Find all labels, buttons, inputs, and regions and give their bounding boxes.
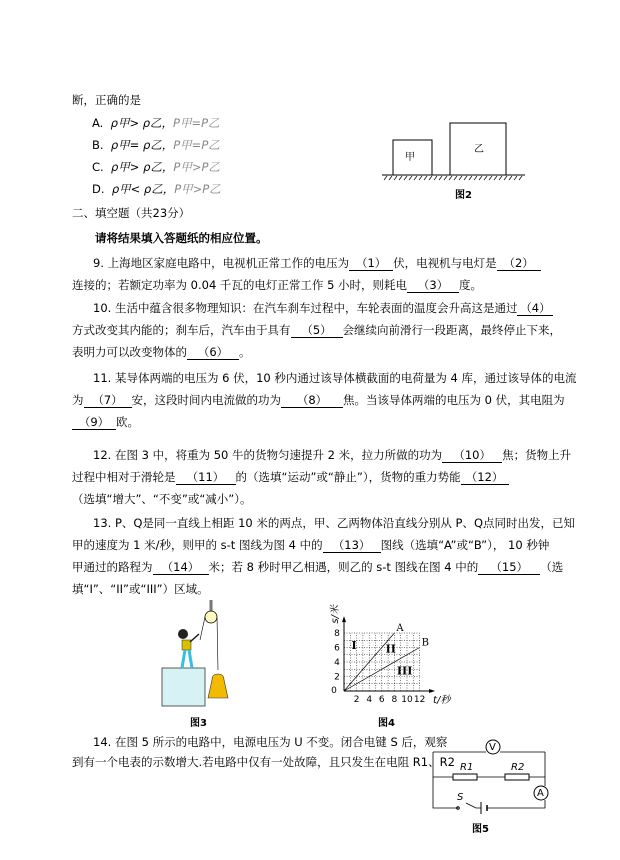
answer-blank: （5） bbox=[291, 323, 343, 338]
question-text: 焦。当该导体两端的电压为 0 伏，其电阻为 bbox=[343, 393, 565, 407]
y-tick-label: 2 bbox=[334, 672, 340, 683]
q8-stem-end: 断，正确的是 bbox=[72, 93, 141, 107]
r2-label: R2 bbox=[511, 762, 525, 773]
question-text: 甲通过的路程为 bbox=[72, 560, 153, 574]
question-text: 会继续向前滑行一段距离，最终停止下来， bbox=[342, 323, 561, 337]
x-tick-label: 0 bbox=[331, 686, 337, 696]
option-density: ρ甲> ρ乙， bbox=[111, 160, 174, 174]
voltmeter-label: V bbox=[489, 742, 496, 753]
option-letter: C. bbox=[92, 160, 104, 174]
question-text: 13. P、Q是同一直线上相距 10 米的两点，甲、乙两物体沿直线分别从 P、Q点同时出发，已知 bbox=[93, 516, 576, 530]
block-jia-label: 甲 bbox=[405, 152, 415, 163]
section-instruction: 请将结果填入答题纸的相应位置。 bbox=[95, 231, 268, 245]
figure-2-caption: 图2 bbox=[455, 190, 472, 201]
x-tick-label: 6 bbox=[378, 695, 385, 705]
y-axis-label: s/米 bbox=[330, 604, 341, 624]
series-label-b: B bbox=[421, 637, 429, 649]
answer-blank: （10） bbox=[442, 448, 502, 463]
figure-3-caption: 图3 bbox=[190, 718, 207, 729]
question-text: 焦；货物上升 bbox=[502, 448, 572, 462]
switch-label: S bbox=[457, 792, 464, 803]
region-label: II bbox=[385, 642, 396, 656]
section-title: 二、填空题（共23分） bbox=[72, 206, 191, 220]
x-tick-label: 8 bbox=[391, 695, 398, 705]
question-text: 安，这段时间内电流做的功为 bbox=[131, 393, 281, 407]
answer-blank: （15） bbox=[478, 560, 540, 575]
question-text: 米；若 8 秒时甲乙相遇，则乙的 s-t 图线在图 4 中的 bbox=[208, 560, 479, 574]
question-text: 14. 在图 5 所示的电路中，电源电压为 U 不变。闭合电键 S 后，观察 bbox=[93, 735, 448, 749]
question-text: 为 bbox=[72, 393, 84, 407]
series-label-a: A bbox=[396, 623, 404, 634]
answer-blank: （2） bbox=[497, 256, 541, 271]
option-density: ρ甲< ρ乙， bbox=[111, 182, 175, 196]
question-text: 甲的速度为 1 米/秒，则甲的 s-t 图线为图 4 中的 bbox=[72, 538, 323, 552]
option-pressure: P甲=P乙 bbox=[173, 138, 220, 152]
question-text: 度。 bbox=[459, 278, 483, 292]
x-axis-label: t/秒 bbox=[433, 695, 451, 706]
option-density: ρ甲> ρ乙， bbox=[110, 116, 174, 130]
answer-blank: （13） bbox=[323, 538, 381, 553]
answer-blank: （6） bbox=[187, 345, 239, 360]
figure-5-caption: 图5 bbox=[472, 824, 489, 835]
option-density: ρ甲= ρ乙， bbox=[110, 138, 174, 152]
question-text: 方式改变其内能的；刹车后，汽车由于具有 bbox=[72, 323, 291, 337]
figure-4-caption: 图4 bbox=[378, 718, 395, 729]
question-text: 9. 上海地区家庭电路中，电视机正常工作的电压为 bbox=[93, 256, 350, 270]
block-yi-label: 乙 bbox=[474, 144, 484, 155]
question-text: 过程中相对于滑轮是 bbox=[72, 470, 176, 484]
ammeter-label: A bbox=[537, 788, 544, 799]
question-text: 12. 在图 3 中，将重为 50 牛的货物匀速提升 2 米，拉力所做的功为 bbox=[93, 448, 443, 462]
question-text: （选 bbox=[540, 560, 564, 574]
option-letter: D. bbox=[92, 182, 105, 196]
question-text: （选填“增大”、“不变”或“减小”）。 bbox=[72, 492, 252, 506]
answer-blank: （12） bbox=[461, 470, 509, 485]
question-text: 伏，电视机与电灯是 bbox=[393, 256, 497, 270]
option-letter: B. bbox=[92, 138, 104, 152]
x-tick-label: 2 bbox=[353, 695, 360, 705]
answer-blank: （7） bbox=[84, 393, 132, 408]
question-text: 。 bbox=[239, 345, 251, 359]
option-pressure: P甲>P乙 bbox=[173, 160, 220, 174]
region-label: III bbox=[396, 664, 413, 678]
option-pressure: P甲>P乙 bbox=[174, 182, 221, 196]
question-text: 表明力可以改变物体的 bbox=[72, 345, 187, 359]
x-tick-label: 12 bbox=[413, 695, 426, 705]
question-text: 连接的；若额定功率为 0.04 千瓦的电灯正常工作 5 小时，则耗电 bbox=[72, 278, 408, 292]
x-tick-label: 4 bbox=[366, 695, 373, 705]
question-text: 10. 生活中蕴含很多物理知识：在汽车刹车过程中，车轮表面的温度会升高这是通过 bbox=[93, 301, 518, 315]
answer-blank: （4） bbox=[517, 301, 553, 316]
answer-blank: （9） bbox=[72, 415, 116, 430]
answer-blank: （1） bbox=[349, 256, 393, 271]
answer-blank: （3） bbox=[407, 278, 459, 293]
question-text: 11. 某导体两端的电压为 6 伏，10 秒内通过该导体横截面的电荷量为 4 库，通过该导体的电流 bbox=[93, 371, 577, 385]
y-tick-label: 6 bbox=[334, 643, 340, 654]
x-tick-label: 10 bbox=[401, 695, 413, 705]
option-pressure: P甲=P乙 bbox=[173, 116, 220, 130]
answer-blank: （11） bbox=[176, 470, 236, 485]
question-text: 的（选填“运动”或“静止”），货物的重力势能 bbox=[235, 470, 461, 484]
question-text: 欧。 bbox=[116, 415, 139, 429]
region-label: I bbox=[351, 638, 357, 652]
answer-blank: （8） bbox=[281, 393, 343, 408]
y-tick-label: 4 bbox=[334, 658, 340, 668]
y-tick-label: 8 bbox=[334, 629, 340, 639]
question-text: 填“I”、“II”或“III”）区域。 bbox=[72, 582, 209, 596]
r1-label: R1 bbox=[460, 762, 474, 773]
option-letter: A. bbox=[92, 116, 104, 130]
question-text: 到有一个电表的示数增大.若电路中仅有一处故障，且只发生在电阻 R1、R2 bbox=[72, 755, 455, 769]
question-text: 图线（选填“A”或“B”）， 10 秒钟 bbox=[380, 538, 550, 552]
answer-blank: （14） bbox=[153, 560, 209, 575]
